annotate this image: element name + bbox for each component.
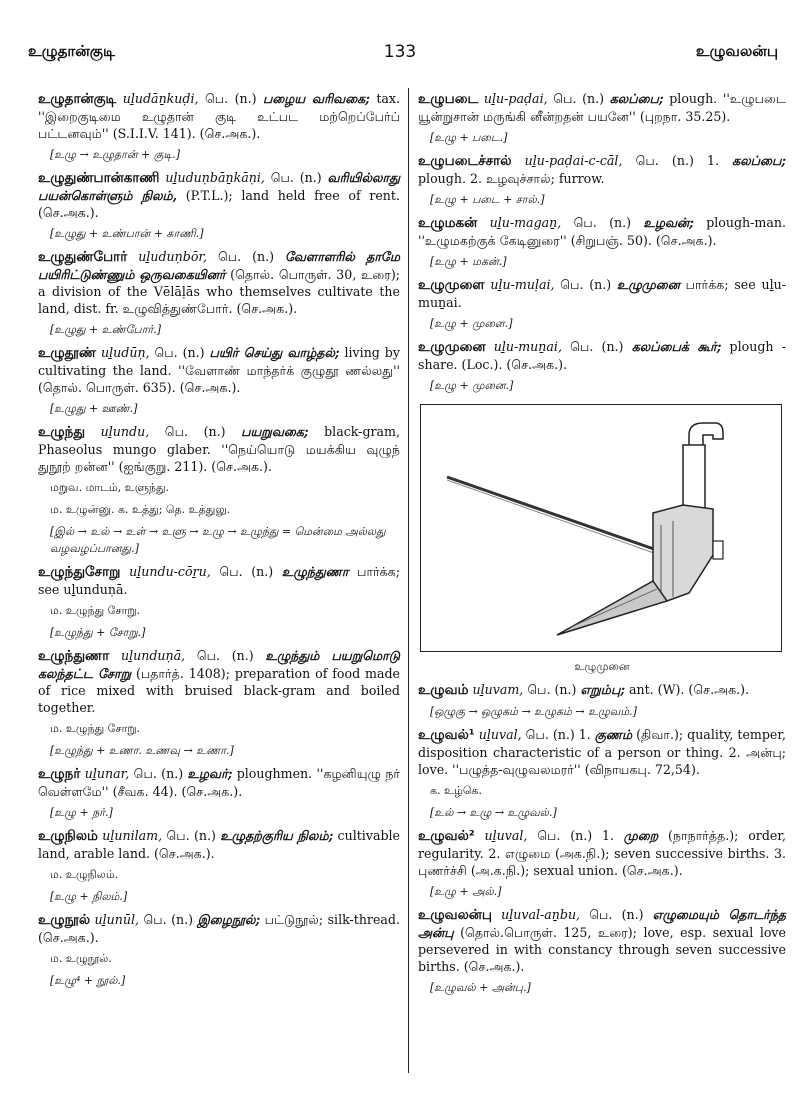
page-header xyxy=(0,0,800,70)
transliteration: uḻuvam, xyxy=(472,682,524,697)
transliteration: uḻu-paḍai, xyxy=(483,91,548,106)
tamil-meaning: குணம் xyxy=(594,727,633,742)
dictionary-entry xyxy=(418,906,786,975)
plough-illustration xyxy=(421,405,781,651)
dictionary-entry xyxy=(38,647,400,716)
definition-text: பட்டுநூல்; silk-thread. (செ.அக.). xyxy=(38,912,400,945)
part-of-speech: பெ. (n.) xyxy=(561,339,632,354)
transliteration: uḻuval, xyxy=(484,828,528,843)
figure-caption: உழுமுனை xyxy=(574,660,630,673)
part-of-speech: பெ. (n.) xyxy=(207,249,285,264)
etymology: [உழு + படை + சால்.] xyxy=(430,193,545,206)
etymology: [உழுவல் + அன்பு.] xyxy=(430,981,531,994)
tamil-meaning: கலப்பைக் கூர்; xyxy=(631,339,722,354)
cognates: ம. உழுநிலம். xyxy=(50,868,119,881)
headword: உழுநர் xyxy=(38,766,81,782)
cognates: க. உழ்கெ. xyxy=(430,784,482,797)
tamil-meaning: உழுந்தும் பயறுமொடு கலந்தட்ட சோறு xyxy=(38,648,400,681)
dictionary-entry xyxy=(418,276,786,311)
tamil-meaning: பழைய வரிவகை; xyxy=(263,91,370,106)
tamil-meaning: உழுமுனை xyxy=(616,277,680,292)
part-of-speech: பெ. (n.) xyxy=(149,424,242,439)
definition-text: cultivable land, arable land. (செ.அக.). xyxy=(38,828,401,861)
headword: உழுமுனை xyxy=(418,339,486,355)
etymology: [உழு + நர்.] xyxy=(50,806,113,819)
right-column-bottom xyxy=(418,681,786,996)
dictionary-entry xyxy=(38,344,400,396)
transliteration: uḻunūl, xyxy=(94,912,140,927)
dictionary-entry xyxy=(418,726,786,778)
transliteration: uḻunar, xyxy=(84,766,130,781)
headword: உழுநிலம் xyxy=(38,828,98,844)
definition-text: (தொல்.பொருள். 125, உரை); love, esp. sexual love persevered in with constancy through seven successive births. (செ.அக.). xyxy=(418,925,786,974)
tamil-meaning: இழைநூல்; xyxy=(197,912,261,927)
dictionary-entry xyxy=(38,563,400,598)
headword: உழுபடைச்சால் xyxy=(418,153,512,169)
tamil-meaning: உழவன்; xyxy=(643,215,694,230)
transliteration: uḻudūṇ, xyxy=(101,345,150,360)
part-of-speech: பெ. (n.) xyxy=(185,648,266,663)
tamil-meaning: எறும்பு; xyxy=(580,682,625,697)
definition-text: black-gram, Phaseolus mungo glaber. ''நெய்யொடு மயக்கிய வுழுந் துநூற் றன்ன'' (ஐங்குறு. 211). (செ.அக.). xyxy=(38,424,400,474)
dictionary-entry xyxy=(418,827,786,879)
part-of-speech: பெ. (n.) 1. xyxy=(527,828,624,843)
dictionary-entry xyxy=(418,338,786,373)
etymology: [உழுது + உண்பான் + காணி.] xyxy=(50,227,204,240)
transliteration: uḻu-muṉai, xyxy=(493,339,562,354)
tamil-meaning: பயிர் செய்து வாழ்தல்; xyxy=(209,345,340,360)
headword: உழுந்து xyxy=(38,424,86,440)
running-head-right: உழுவலன்பு xyxy=(695,42,778,60)
headword: உழுமுளை xyxy=(418,277,485,293)
etymology: [உழு + மகன்.] xyxy=(430,255,507,268)
tamil-meaning: உழுதற்குரிய நிலம்; xyxy=(220,828,334,843)
plough-shaft-edge xyxy=(447,480,671,559)
definition-text: (திவா.); quality, temper, disposition characteristic of a person or thing. 2. அன்பு; love. ''பழுத்த-வுழுவலமரர்'' (விநாயகபு. 72,54). xyxy=(418,727,786,777)
headword: உழுதூண் xyxy=(38,345,97,361)
transliteration: uḻu-paḍai-c-cāl, xyxy=(524,153,623,168)
definition-text: ant. (W). (செ.அக.). xyxy=(624,682,750,697)
headword: உழுந்துசோறு xyxy=(38,564,121,580)
tamil-meaning: பயறுவகை; xyxy=(241,424,309,439)
headword: உழுதுண்பான்காணி xyxy=(38,170,160,186)
definition-text: plough. ''உழுபடை யூன்றுசான் மருங்கி னீன்றதன் பயனே'' (புறநா. 35.25). xyxy=(418,91,786,124)
etymology: [உழு + படை.] xyxy=(430,131,508,144)
dictionary-entry xyxy=(418,681,786,699)
right-column-top xyxy=(418,90,786,394)
definition-text: பார்க்க; see uḻu-muṉai. xyxy=(418,277,786,310)
column-divider xyxy=(408,88,409,1073)
definition-text: plough-man. ''உழுமகற்குக் கேடினுரை'' (சிறுபஞ். 50). (செ.அக.). xyxy=(418,215,786,248)
etymology: [இல் → உல் → உள் → உளு → உழு → உழுந்து = மென்மை அல்லது வழவழப்பானது.] xyxy=(50,525,386,555)
part-of-speech: பெ. (n.) xyxy=(554,277,617,292)
plough-share-figure xyxy=(420,404,782,652)
plough-peg xyxy=(713,541,723,559)
plough-handle-top xyxy=(689,423,723,447)
plough-shaft xyxy=(447,477,671,555)
etymology: [உழுது + உண்போர்.] xyxy=(50,323,162,336)
transliteration: uḻundu, xyxy=(100,424,150,439)
part-of-speech: பெ. (n.) xyxy=(162,828,221,843)
tamil-meaning: வரியில்லாது பயன்கொள்ளும் நிலம், xyxy=(38,170,400,203)
etymology: [உழு⁴ + நூல்.] xyxy=(50,974,126,987)
left-column xyxy=(38,90,400,995)
part-of-speech: பெ. (n.) 1. xyxy=(521,727,595,742)
definition-text: living by cultivating the land. ''வேளாண் மாந்தர்க் குழுதூ ணல்லது'' (தொல். பொருள். 635). (செ.அக.). xyxy=(38,345,400,395)
transliteration: uḻunilam, xyxy=(102,828,163,843)
dictionary-entry xyxy=(38,765,400,800)
part-of-speech: பெ. (n.) xyxy=(547,91,610,106)
definition-text: plough - share. (Loc.). (செ.அக.). xyxy=(418,339,786,372)
dictionary-entry xyxy=(38,248,400,317)
part-of-speech: பெ. (n.) xyxy=(149,345,210,360)
definition-text: (தொல். பொருள். 30, உரை); a division of the Vēlāḷās who themselves cultivate the land, dist. fr. உழுவித்துண்போர். (செ.அக.). xyxy=(38,267,401,316)
etymology: [உழு + அல்.] xyxy=(430,885,502,898)
dictionary-entry xyxy=(418,152,786,187)
headword: உழுதான்குடி xyxy=(38,91,117,107)
transliteration: uḻuduṇbāṉkāṇi, xyxy=(165,170,265,185)
tamil-meaning: கலப்பை; xyxy=(609,91,664,106)
definition-text: (P.T.L.); land held free of rent. (செ.அக.). xyxy=(38,188,400,220)
part-of-speech: பெ. (n.) xyxy=(580,907,653,922)
etymology: [ஒழுகு → ஒழுகம் → உழுகம் → உழுவம்.] xyxy=(430,705,637,718)
etymology: [உல் → உழு → உழுவல்.] xyxy=(430,806,557,819)
etymology: [உழு + நிலம்.] xyxy=(50,890,128,903)
transliteration: uḻu-magaṉ, xyxy=(489,215,562,230)
headword: உழுவல்² xyxy=(418,828,475,844)
tamil-meaning: உழவர்; xyxy=(187,766,233,781)
transliteration: uḻuduṇbōr, xyxy=(138,249,208,264)
cognates: ம. உழுநூல். xyxy=(50,952,112,965)
part-of-speech: பெ. (n.) xyxy=(264,170,328,185)
dictionary-entry xyxy=(38,423,400,475)
dictionary-entry xyxy=(38,90,400,142)
etymology: [உழு → உழுதான் + குடி.] xyxy=(50,148,181,161)
transliteration: uḻuval-aṉbu, xyxy=(501,907,581,922)
page-number: 133 xyxy=(383,42,417,62)
part-of-speech: பெ. (n.) xyxy=(561,215,644,230)
headword: உழுவல்¹ xyxy=(418,727,475,743)
etymology: [உழுந்து + உணா. உணவு → உணா.] xyxy=(50,744,234,757)
dictionary-entry xyxy=(418,214,786,249)
transliteration: uḻu-muḷai, xyxy=(490,277,555,292)
part-of-speech: பெ. (n.) xyxy=(210,564,282,579)
cognates: ம. உழுந்து சோறு. xyxy=(50,604,141,617)
transliteration: uḻunduṇā, xyxy=(121,648,186,663)
headword: உழுநூல் xyxy=(38,912,91,928)
tamil-meaning: கலப்பை; xyxy=(732,153,786,168)
plough-share xyxy=(557,581,667,635)
definition-text: tax. ''இறைகுடிமை உழுதான் குடி உட்பட மற்றெப்பேர்ப் பட்டனவும்'' (S.I.I.V. 141). (செ.அக.). xyxy=(38,91,400,141)
headword: உழுவம் xyxy=(418,682,469,698)
cognates: ம. உழுந்து சோறு. xyxy=(50,722,141,735)
dictionary-entry xyxy=(38,827,400,862)
transliteration: uḻuval, xyxy=(478,727,522,742)
etymology: [உழுது + ஊண்.] xyxy=(50,402,138,415)
tamil-meaning: முறை xyxy=(623,828,659,843)
tamil-meaning: எழுமையும் தொடர்ந்த அன்பு xyxy=(418,907,786,940)
definition-text: plough. 2. உழவுச்சால்; furrow. xyxy=(418,171,605,186)
definition-text: பார்க்க; see uḻunduṇā. xyxy=(38,564,400,597)
headword: உழுவலன்பு xyxy=(418,907,492,923)
running-head-left: உழுதான்குடி xyxy=(28,42,115,60)
right-column xyxy=(418,90,786,1002)
cognates: மறுவ. மாடம், உளுந்து. xyxy=(50,481,170,494)
dictionary-entry xyxy=(418,90,786,125)
transliteration: uḻudāṉkuḍi, xyxy=(122,91,199,106)
etymology: [உழு + முனை.] xyxy=(430,379,514,392)
part-of-speech: பெ. (n.) 1. xyxy=(622,153,733,168)
definition-text: (பதார்த். 1408); preparation of food made of rice mixed with bruised black-gram and boiled together. xyxy=(38,666,400,715)
part-of-speech: பெ. (n.) xyxy=(198,91,263,106)
part-of-speech: பெ. (n.) xyxy=(523,682,581,697)
headword: உழுந்துணா xyxy=(38,648,110,664)
definition-text: ploughmen. ''கழனியுழு நர் வெள்ளமே'' (சீவக. 44). (செ.அக.). xyxy=(38,766,400,799)
transliteration: uḻundu-cōṟu, xyxy=(129,564,211,579)
etymology: [உழு + முளை.] xyxy=(430,317,513,330)
dictionary-entry xyxy=(38,911,400,946)
tamil-meaning: உழுந்துணா xyxy=(281,564,349,579)
dictionary-entry xyxy=(38,169,400,221)
headword: உழுமகன் xyxy=(418,215,478,231)
etymology: [உழுந்து + சோறு.] xyxy=(50,626,146,639)
plough-body xyxy=(653,505,713,601)
headword: உழுதுண்போர் xyxy=(38,249,128,265)
part-of-speech: பெ. (n.) xyxy=(129,766,188,781)
cognates: ம. உழுன்னு. க. உத்து; தெ. உத்துலு. xyxy=(50,503,231,516)
definition-text: (நாநார்த்த.); order, regularity. 2. எழுமை (அக.நி.); seven successive births. 3. புணர்ச்சி (அ.க.நி.); sexual union. (செ.அக.). xyxy=(418,828,786,878)
part-of-speech: பெ. (n.) xyxy=(139,912,198,927)
tamil-meaning: வேளாளரில் தாமே பயிரிட்டுண்ணும் ஒருவகையினர் xyxy=(38,249,400,282)
headword: உழுபடை xyxy=(418,91,479,107)
